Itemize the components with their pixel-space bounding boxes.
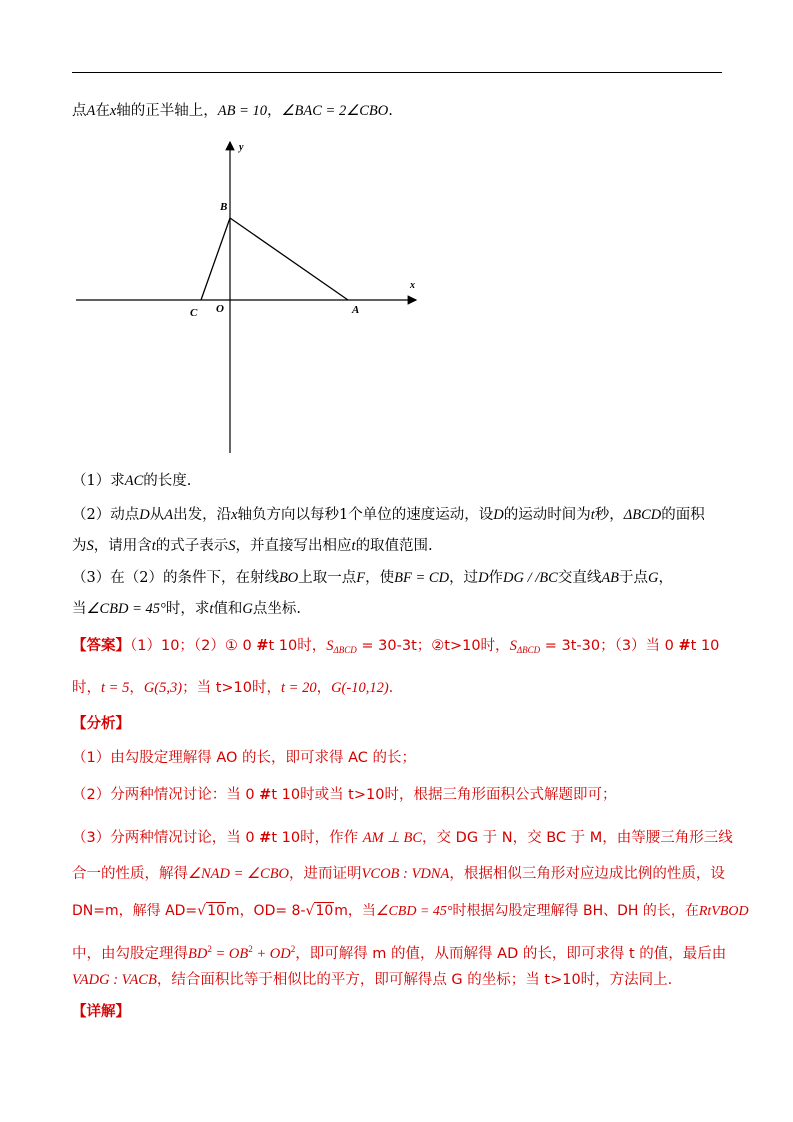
- var-D: D: [139, 507, 150, 523]
- sqrt-sign-icon: √: [197, 903, 207, 919]
- var-A: A: [164, 507, 174, 523]
- label-B: B: [220, 201, 228, 213]
- answer-eq: = 30-3t: [356, 638, 417, 654]
- answer-text: ；（3）当 0: [600, 638, 679, 654]
- analysis-text: 中，由勾股定理得: [72, 946, 188, 962]
- analysis-text: t 10时，作作: [271, 830, 363, 846]
- q2-text: 的式子表示: [155, 538, 229, 554]
- analysis-part-3-line-2: [72, 864, 732, 884]
- question-2-line-1: [72, 505, 732, 525]
- question-3-line-1: [72, 568, 732, 588]
- answer-label: 【答案】: [72, 638, 130, 654]
- var-D: D: [478, 570, 489, 586]
- analysis-text: t 10时或当 t>10时，根据三角形面积公式解题即可；: [271, 787, 617, 803]
- label-A: A: [352, 304, 360, 316]
- q3-text: ，过: [449, 570, 479, 586]
- detail-label: 【详解】: [72, 1004, 130, 1020]
- answer-text: （1）10；（2）① 0: [130, 638, 257, 654]
- answer-text: ，: [129, 680, 144, 696]
- analysis-text: m: [334, 903, 348, 919]
- q2-text: 从: [149, 507, 165, 523]
- superscript: 2: [290, 944, 296, 954]
- label-y: y: [239, 142, 244, 153]
- q2-text: 为: [72, 538, 87, 554]
- eq-ab: AB = 10: [217, 103, 268, 119]
- answer-line-1: [72, 636, 732, 660]
- answer-text: .: [388, 680, 394, 696]
- analysis-math: BD: [188, 946, 208, 962]
- superscript: 2: [207, 944, 212, 954]
- analysis-text: ，OD= 8-: [239, 903, 306, 919]
- answer-symbol: #: [678, 637, 691, 654]
- analysis-text: ，结合面积比等于相似比的平方，即可解得点 G 的坐标；当 t>10时，方法同上.: [156, 972, 673, 988]
- var-S: S: [228, 538, 236, 554]
- q2-text: 的面积: [661, 507, 705, 523]
- intro-text: 在: [95, 103, 110, 119]
- q3-text: 点坐标.: [252, 601, 301, 617]
- analysis-math: ∠NAD = ∠CBO: [188, 866, 290, 882]
- triangle-abc: [201, 218, 348, 300]
- analysis-text: DN=m，解得 AD=: [72, 903, 198, 919]
- subscript: ΔBCD: [516, 645, 541, 655]
- label-C: C: [190, 307, 198, 319]
- answer-g: G(5,3): [143, 680, 183, 696]
- analysis-part-1: [72, 748, 732, 768]
- analysis-math: + OD: [252, 946, 291, 962]
- var-t: t: [351, 538, 356, 554]
- var-x: x: [231, 507, 238, 523]
- var-A: A: [86, 103, 96, 119]
- analysis-symbol: #: [259, 787, 272, 803]
- label-x: x: [410, 280, 415, 291]
- q1-text: （1）求: [72, 473, 125, 489]
- var-S: S: [326, 638, 334, 654]
- q1-text: 的长度.: [143, 473, 192, 489]
- answer-eq: = 3t-30: [540, 638, 601, 654]
- analysis-text: （1）由勾股定理解得 AO 的长，即可求得 AC 的长；: [72, 750, 417, 766]
- q2-text: 的取值范围.: [355, 538, 433, 554]
- q2-text: ，并直接写出相应: [235, 538, 352, 554]
- q2-text: 秒，: [594, 507, 624, 523]
- analysis-text: ，当: [347, 903, 376, 919]
- analysis-symbol: #: [259, 830, 272, 846]
- subscript: ΔBCD: [333, 645, 357, 655]
- analysis-part-3-line-3: [72, 901, 749, 922]
- analysis-heading: [72, 714, 732, 734]
- analysis-part-3-line-4: [72, 939, 732, 964]
- analysis-text: 合一的性质，解得: [72, 866, 188, 882]
- question-3-line-2: [72, 599, 732, 619]
- analysis-text: （3）分两种情况讨论，当 0: [72, 830, 260, 846]
- eq-angle-cbd: ∠CBD = 45°: [86, 601, 166, 617]
- var-S: S: [509, 638, 517, 654]
- q2-text: 出发，沿: [173, 507, 232, 523]
- q2-text: 的运动时间为: [503, 507, 591, 523]
- sqrt-sign-icon: √: [305, 903, 315, 919]
- answer-text: 时，: [72, 680, 101, 696]
- intro-text: ，: [267, 103, 282, 119]
- analysis-text: （2）分两种情况讨论：当 0: [72, 787, 260, 803]
- analysis-text: ，根据相似三角形对应边成比例的性质，设: [449, 866, 725, 882]
- q2-text: 轴负方向以每秒1个单位的速度运动，设: [237, 507, 494, 523]
- superscript: 2: [248, 944, 253, 954]
- coordinate-figure: [76, 138, 426, 458]
- var-t: t: [151, 538, 156, 554]
- sqrt-radicand: 10: [207, 903, 225, 919]
- eq-parallel: DG / /BC: [503, 570, 558, 586]
- answer-text: ，: [316, 680, 332, 696]
- eq-bf-cd: BF = CD: [394, 570, 450, 586]
- answer-line-2: [72, 678, 732, 698]
- q3-text: 作: [488, 570, 504, 586]
- answer-text: ；当 t>10时，: [182, 680, 281, 696]
- detail-heading: [72, 1002, 732, 1022]
- analysis-part-2: [72, 785, 732, 805]
- var-t: t: [209, 601, 214, 617]
- var-F: F: [356, 570, 366, 586]
- var-t: t: [590, 507, 595, 523]
- q3-text: 时，求: [165, 601, 210, 617]
- analysis-math: VCOB : VDNA: [361, 866, 450, 882]
- intro-text: .: [388, 103, 393, 119]
- answer-text: t 10: [690, 638, 720, 654]
- eq-angle: ∠BAC = 2∠CBO: [281, 103, 389, 119]
- var-x: x: [109, 103, 117, 119]
- answer-t: t = 5: [101, 680, 130, 696]
- analysis-text: ，即可解得 m 的值，从而解得 AD 的长，即可求得 t 的值，最后由: [295, 946, 727, 962]
- q2-text: ，请用含: [93, 538, 152, 554]
- label-O: O: [216, 303, 224, 315]
- var-D: D: [493, 507, 504, 523]
- q2-text: （2）动点: [72, 507, 140, 523]
- sqrt-radicand: 10: [315, 903, 334, 919]
- problem-intro: [72, 101, 732, 121]
- var-S: S: [86, 538, 94, 554]
- analysis-text: ，交 DG 于 N，交 BC 于 M，由等腰三角形三线: [422, 830, 733, 846]
- analysis-math: VADG : VACB: [72, 972, 157, 988]
- q3-text: （3）在（2）的条件下，在射线: [72, 570, 279, 586]
- intro-text: 点: [72, 103, 87, 119]
- answer-text: ；②t>10时，: [416, 638, 510, 654]
- q3-text: ，: [658, 570, 674, 586]
- analysis-part-3-line-1: [72, 828, 732, 848]
- header-rule: [72, 72, 722, 73]
- analysis-math: = OB: [211, 946, 249, 962]
- q3-text: 交直线: [557, 570, 602, 586]
- q3-text: 当: [72, 601, 87, 617]
- analysis-label: 【分析】: [72, 716, 130, 732]
- var-BO: BO: [278, 570, 299, 586]
- var-triangle-bcd: ΔBCD: [623, 507, 662, 523]
- analysis-math: AM ⊥ BC: [362, 830, 423, 846]
- analysis-part-3-line-5: [72, 970, 732, 990]
- answer-t: t = 20: [281, 680, 317, 696]
- q3-text: ，使: [365, 570, 395, 586]
- q3-text: 于点: [619, 570, 649, 586]
- analysis-math: RtVBOD: [698, 904, 749, 919]
- answer-text: t 10时，: [268, 638, 327, 654]
- answer-symbol: #: [256, 637, 269, 654]
- analysis-text: m: [225, 903, 240, 919]
- question-1: [72, 471, 732, 491]
- analysis-math: ∠CBD = 45°: [375, 904, 453, 919]
- var-AC: AC: [124, 473, 144, 489]
- var-G: G: [242, 601, 253, 617]
- q3-text: 上取一点: [298, 570, 357, 586]
- analysis-text: ，进而证明: [289, 866, 362, 882]
- answer-g: G(-10,12): [331, 680, 389, 696]
- question-2-line-2: [72, 536, 732, 556]
- q3-text: 值和: [213, 601, 243, 617]
- intro-text: 轴的正半轴上，: [116, 103, 218, 119]
- var-AB: AB: [601, 570, 620, 586]
- analysis-text: 时根据勾股定理解得 BH、DH 的长，在: [452, 903, 699, 919]
- var-G: G: [648, 570, 659, 586]
